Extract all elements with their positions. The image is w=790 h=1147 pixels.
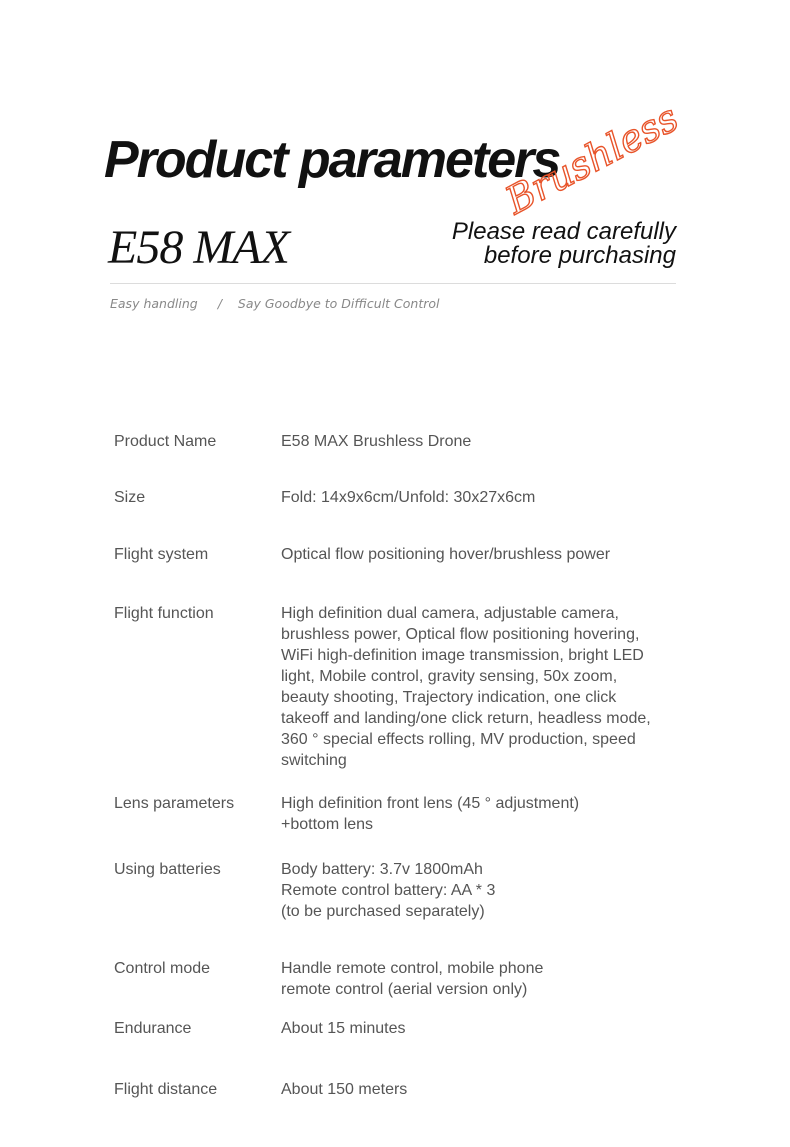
- spec-value-line: High definition dual camera, adjustable camera,: [281, 605, 619, 622]
- spec-label: Control mode: [114, 960, 211, 977]
- spec-value-line: takeoff and landing/one click return, headless mode,: [281, 710, 651, 727]
- spec-value-line: Remote control battery: AA * 3: [281, 882, 496, 899]
- spec-label: Flight function: [114, 605, 214, 622]
- spec-label: Using batteries: [114, 861, 221, 878]
- model-name: E58 MAX: [108, 221, 289, 274]
- spec-value-line: Body battery: 3.7v 1800mAh: [281, 861, 483, 878]
- purchase-notice: [452, 220, 676, 268]
- spec-value-line: Handle remote control, mobile phone: [281, 960, 544, 977]
- spec-label: Lens parameters: [114, 795, 235, 812]
- spec-value: [281, 487, 681, 508]
- spec-label: Endurance: [114, 1020, 192, 1037]
- spec-value: [281, 859, 681, 922]
- spec-value-line: High definition front lens (45 ° adjustment): [281, 795, 580, 812]
- spec-value: [281, 1079, 681, 1100]
- spec-value-line: About 15 minutes: [281, 1020, 406, 1037]
- notice-line-2: before purchasing: [483, 242, 676, 269]
- spec-value-line: (to be purchased separately): [281, 903, 485, 920]
- spec-value-line: brushless power, Optical flow positioning hovering,: [281, 626, 640, 643]
- spec-value-line: beauty shooting, Trajectory indication, one click: [281, 689, 617, 706]
- tagline: [110, 296, 440, 311]
- tagline-left: Easy handling: [110, 296, 198, 311]
- tagline-separator: /: [217, 296, 222, 311]
- page-title: Product parameters: [104, 131, 560, 189]
- spec-value-line: About 150 meters: [281, 1081, 408, 1098]
- tagline-right: Say Goodbye to Difficult Control: [237, 296, 440, 311]
- spec-value-line: Optical flow positioning hover/brushless power: [281, 546, 611, 563]
- spec-label: Size: [114, 489, 146, 506]
- spec-value-line: Fold: 14x9x6cm/Unfold: 30x27x6cm: [281, 489, 536, 506]
- spec-value: [281, 1018, 681, 1039]
- spec-value: [281, 603, 681, 771]
- spec-value: [281, 958, 681, 1000]
- spec-value: [281, 431, 681, 452]
- spec-value-line: switching: [281, 752, 347, 769]
- spec-value-line: light, Mobile control, gravity sensing, 50x zoom,: [281, 668, 618, 685]
- brushless-script-text: Brushless: [498, 95, 686, 223]
- spec-value-line: WiFi high-definition image transmission, bright LED: [281, 647, 644, 664]
- spec-value-line: 360 ° special effects rolling, MV production, speed: [281, 731, 636, 748]
- spec-label: Product Name: [114, 433, 217, 450]
- spec-label: Flight distance: [114, 1081, 218, 1098]
- brushless-script-logo: [490, 95, 686, 223]
- notice-line-1: Please read carefully: [451, 218, 676, 245]
- spec-value-line: +bottom lens: [281, 816, 374, 833]
- spec-value: [281, 793, 681, 835]
- spec-value-line: remote control (aerial version only): [281, 981, 528, 998]
- spec-value: [281, 544, 681, 565]
- spec-value-line: E58 MAX Brushless Drone: [281, 433, 472, 450]
- spec-label: Flight system: [114, 546, 209, 563]
- header-divider: [110, 283, 676, 284]
